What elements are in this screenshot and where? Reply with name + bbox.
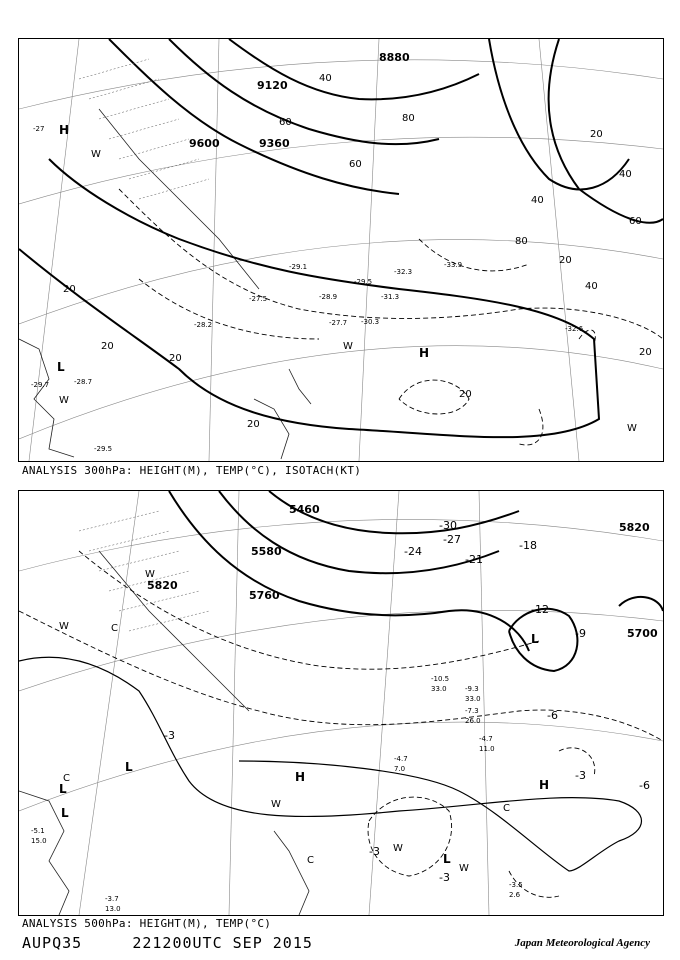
height-label: 9360 (259, 137, 290, 150)
product-header (22, 934, 313, 952)
warm-center-label: W (145, 569, 155, 580)
isotach-label: 20 (639, 347, 652, 358)
warm-center-label: W (271, 799, 281, 810)
height-label: 5820 (147, 579, 178, 592)
temperature-label: -18 (519, 539, 537, 552)
temperature-label: -21 (465, 553, 483, 566)
low-center-label: L (59, 782, 67, 796)
temperature-label: -28.9 (319, 293, 338, 301)
high-center-label: H (539, 778, 550, 792)
temperature-label: -6 (547, 709, 558, 722)
chart-500hpa (18, 490, 664, 916)
station-value: 2.6 (509, 891, 521, 899)
temperature-label: -32.3 (394, 268, 413, 276)
chart-500hpa-caption: ANALYSIS 500hPa: HEIGHT(M), TEMP(°C) (22, 917, 272, 930)
height-label: 5460 (289, 503, 320, 516)
height-label: 9600 (189, 137, 220, 150)
temperature-label: -33.9 (444, 261, 463, 269)
station-value: 13.0 (105, 905, 121, 913)
warm-center-label: W (393, 843, 403, 854)
isotach-label: 20 (169, 353, 182, 364)
isotach-label: 80 (402, 113, 415, 124)
isotach-label: 60 (349, 159, 362, 170)
low-center-label: L (57, 360, 65, 374)
graticule (19, 39, 663, 461)
isotach-label: 60 (279, 117, 292, 128)
height-contour-5820 (19, 657, 642, 871)
isotach-label: 40 (531, 195, 544, 206)
warm-center-label: W (343, 341, 353, 352)
height-label: 5580 (251, 545, 282, 558)
station-value: -5.1 (31, 827, 45, 835)
temperature-label: -9 (575, 627, 586, 640)
isotach-label: 20 (459, 389, 472, 400)
station-value: 15.0 (31, 837, 47, 845)
height-label: 5700 (627, 627, 658, 640)
temperature-label: -3 (575, 769, 586, 782)
temperature-label: -29.5 (354, 278, 373, 286)
low-center-label: L (61, 806, 69, 820)
height-contours (169, 491, 663, 671)
temperature-label: -27.7 (329, 319, 348, 327)
station-value: 11.0 (479, 745, 495, 753)
isotach-label: 40 (319, 73, 332, 84)
isotach-label: 60 (629, 216, 642, 227)
chart-300hpa (18, 38, 664, 462)
chart-300hpa-caption: ANALYSIS 300hPa: HEIGHT(M), TEMP(°C), ISOTACH(KT) (22, 464, 362, 477)
pressure-centers (57, 123, 637, 434)
low-center-label: L (531, 632, 539, 646)
temperature-label: -3 (164, 729, 175, 742)
cold-center-label: C (111, 623, 118, 634)
cold-center-label: C (63, 773, 70, 784)
isotach-label: 20 (590, 129, 603, 140)
agency-name: Japan Meteorological Agency (514, 937, 650, 949)
temperature-label: -32.6 (565, 325, 584, 333)
temperature-label: -29.7 (31, 381, 50, 389)
station-value: -3.5 (509, 881, 523, 889)
station-value: -7.3 (465, 707, 479, 715)
temperature-label: -24 (404, 545, 422, 558)
temperature-label: -28.2 (194, 321, 213, 329)
isotach-label: 20 (101, 341, 114, 352)
height-label: 9120 (257, 79, 288, 92)
station-grid (79, 59, 209, 199)
height-label: 8880 (379, 51, 410, 64)
temperature-label: -12 (531, 603, 549, 616)
temperature-label: -27 (443, 533, 461, 546)
graticule (19, 491, 663, 915)
isotachs (119, 189, 663, 445)
temperature-label: -3 (439, 871, 450, 884)
height-label: 5820 (619, 521, 650, 534)
station-value: -10.5 (431, 675, 450, 683)
temperature-label: -30 (439, 519, 457, 532)
warm-center-label: W (59, 621, 69, 632)
isotach-label: 40 (585, 281, 598, 292)
isotherms (19, 551, 663, 897)
temperature-label: -30.3 (361, 318, 380, 326)
isotach-label: 20 (63, 284, 76, 295)
low-center-label: L (443, 852, 451, 866)
height-label: 5760 (249, 589, 280, 602)
station-grid (79, 511, 209, 631)
chart-300hpa-map (19, 39, 663, 461)
station-value: 33.0 (431, 685, 447, 693)
height-contours (19, 39, 663, 437)
warm-center-label: W (627, 423, 637, 434)
temperature-label: -31.3 (381, 293, 400, 301)
product-id: AUPQ35 (22, 934, 83, 952)
chart-500hpa-map (19, 491, 663, 915)
isotach-label: 20 (559, 255, 572, 266)
cold-center-label: C (307, 855, 314, 866)
temperature-label: -3 (369, 845, 380, 858)
temperature-label: -27.5 (249, 295, 268, 303)
station-value: 26.0 (465, 717, 481, 725)
warm-center-label: W (91, 149, 101, 160)
station-value: -4.7 (394, 755, 408, 763)
temperature-label: -29.1 (289, 263, 308, 271)
station-value: -9.3 (465, 685, 479, 693)
warm-center-label: W (59, 395, 69, 406)
isotach-label: 80 (515, 236, 528, 247)
isotach-label: 20 (247, 419, 260, 430)
high-center-label: H (419, 346, 430, 360)
isotach-labels (63, 73, 652, 430)
height-labels (147, 503, 658, 640)
station-value: -4.7 (479, 735, 493, 743)
temperature-label: -6 (639, 779, 650, 792)
temperature-label: -29.5 (94, 445, 113, 453)
station-value: 7.0 (394, 765, 406, 773)
valid-time: 221200UTC SEP 2015 (132, 934, 313, 952)
low-center-label: L (125, 760, 133, 774)
high-center-label: H (295, 770, 306, 784)
station-value: -3.7 (105, 895, 119, 903)
isotach-label: 40 (619, 169, 632, 180)
high-center-label: H (59, 123, 70, 137)
cold-center-label: C (503, 803, 510, 814)
station-value: 33.0 (465, 695, 481, 703)
temperature-label: -27 (33, 125, 45, 133)
warm-center-label: W (459, 863, 469, 874)
temperature-label: -28.7 (74, 378, 93, 386)
